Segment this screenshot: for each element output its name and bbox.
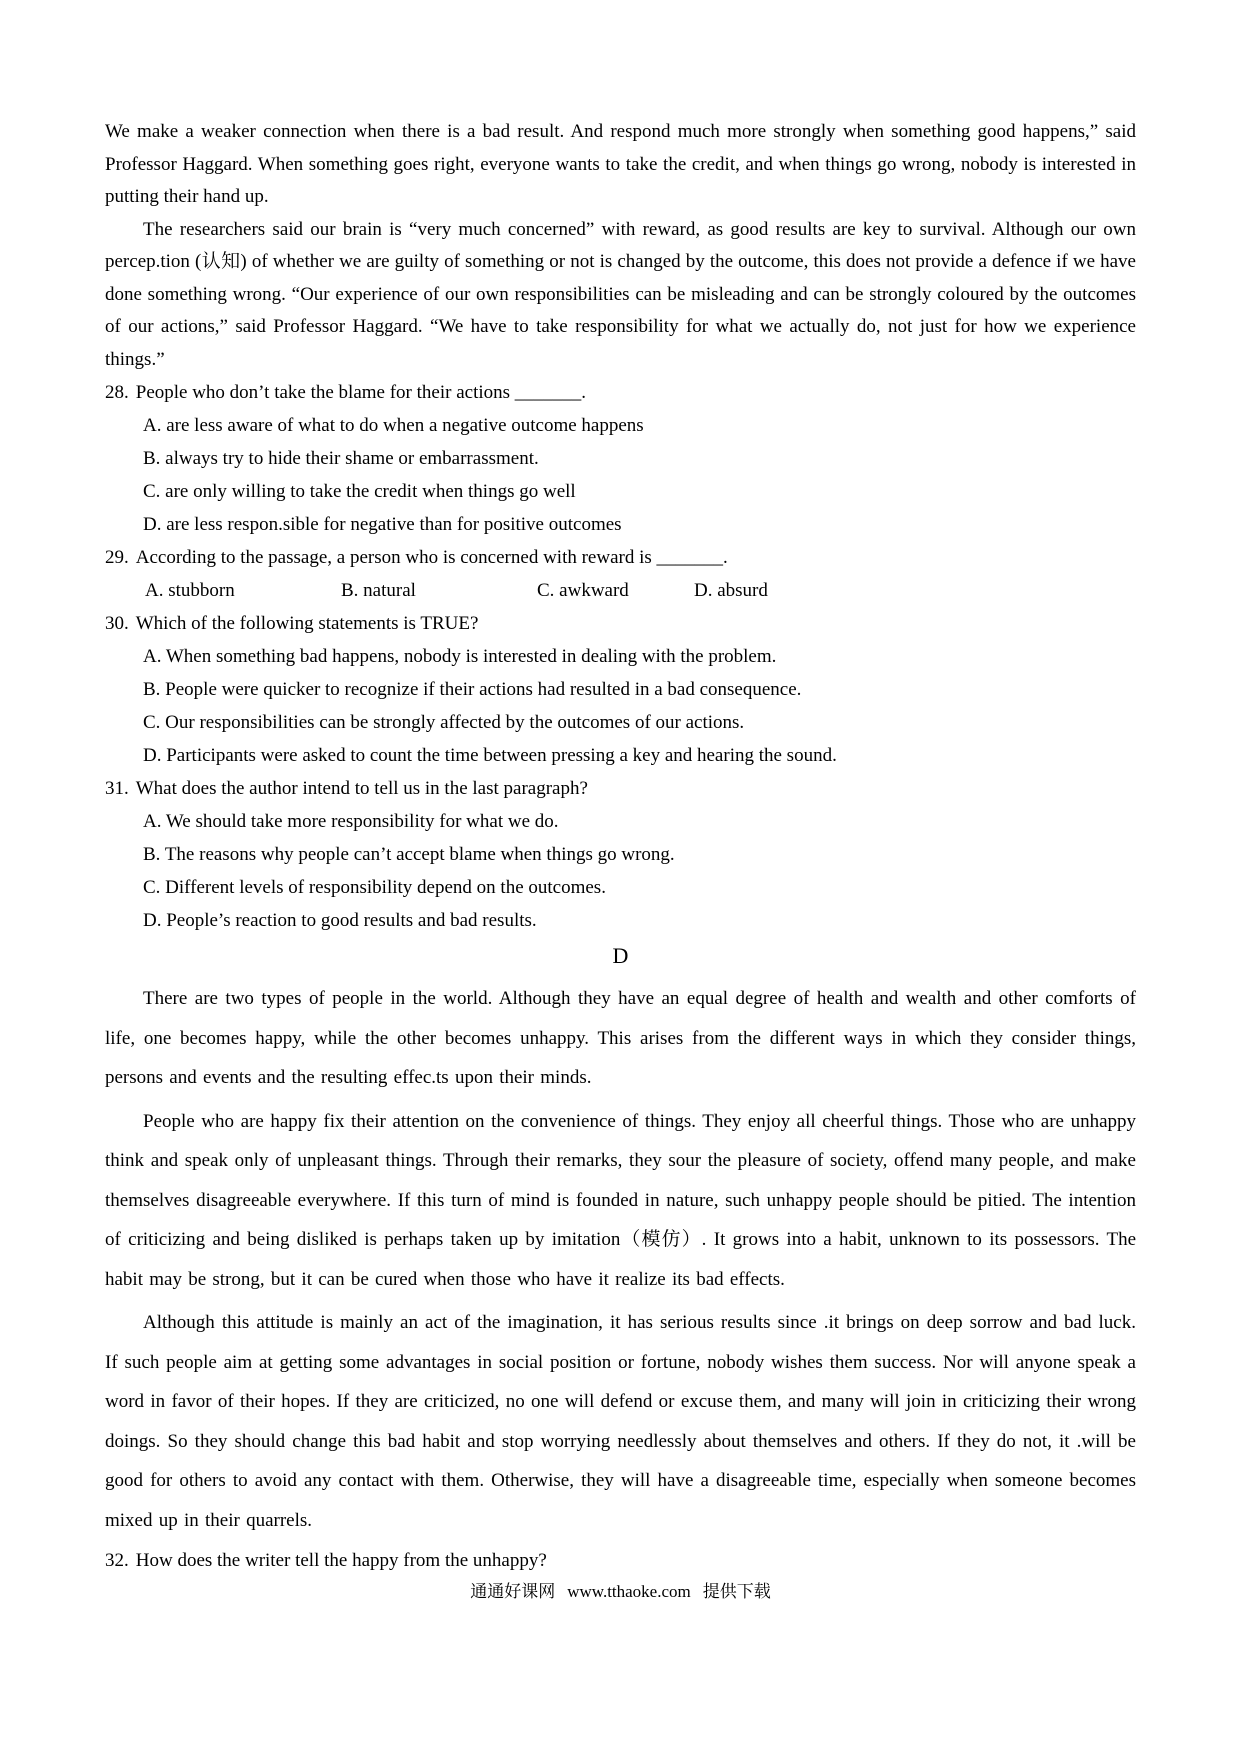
question-stem: Which of the following statements is TRUE? (135, 613, 479, 634)
question-stem: According to the passage, a person who is concerned with reward is _______. (135, 547, 728, 568)
question-29-stem-line (105, 541, 1136, 574)
passage-c-paragraph-1: We make a weaker connection when there is a bad result. And respond much more strongly when something good happens,” said Professor Haggard. When something goes right, everyone wants to take the credit, and when things go wrong, nobody is interested in putting their hand up. (105, 121, 1136, 207)
question-28-options (105, 409, 1136, 541)
option-b: B. The reasons why people can’t accept blame when things go wrong. (143, 844, 675, 865)
question-number: 31. (105, 778, 129, 799)
option-a: A. stubborn (145, 580, 235, 601)
option-c: C. awkward (537, 580, 629, 601)
question-number: 29. (105, 547, 129, 568)
question-29 (105, 541, 1136, 607)
option-a: A. We should take more responsibility for what we do. (143, 811, 559, 832)
question-29-options (105, 574, 1136, 607)
option-c: C. are only willing to take the credit when things go well (143, 481, 576, 502)
question-stem: What does the author intend to tell us in the last paragraph? (135, 778, 588, 799)
footer-site-url: www.tthaoke.com (567, 1582, 691, 1601)
option-c: C. Different levels of responsibility depend on the outcomes. (143, 877, 606, 898)
question-number: 28. (105, 382, 129, 403)
passage-d (105, 979, 1136, 1540)
footer-watermark (105, 1579, 1136, 1605)
question-28-stem-line (105, 376, 1136, 409)
footer-site-name: 通通好课网 (470, 1582, 556, 1601)
question-30 (105, 607, 1136, 772)
option-b: B. always try to hide their shame or embarrassment. (143, 448, 539, 469)
option-a: A. are less aware of what to do when a negative outcome happens (143, 415, 644, 436)
option-d: D. are less respon.sible for negative than for positive outcomes (143, 514, 622, 535)
passage-d-paragraph-3: Although this attitude is mainly an act of the imagination, it has serious results since .it brings on deep sorrow and bad luck. If such people aim at getting some advantages in social position or fortune, nobody wishes them success. Nor will anyone speak a word in favor of their hopes. If they are criticized, no one will defend or excuse them, and many will join in criticizing their wrong doings. So they should change this bad habit and stop worrying needlessly about themselves and others. If they do not, it .will be good for others to avoid any contact with them. Otherwise, they will have a disagreeable time, especially when someone becomes mixed up in their quarrels. (105, 1312, 1136, 1531)
question-30-options (105, 640, 1136, 772)
passage-d-paragraph-2: People who are happy fix their attention on the convenience of things. They enjoy all cheerful things. Those who are unhappy think and speak only of unpleasant things. Through their remarks, they sour the pleasure of society, offend many people, and make themselves disagreeable everywhere. If this turn of mind is founded in nature, such unhappy people should be pitied. The intention of criticizing and being disliked is perhaps taken up by imitation（模仿）. It grows into a habit, unknown to its possessors. The habit may be strong, but it can be cured when those who have it realize its bad effects. (105, 1110, 1136, 1290)
passage-c-paragraph-2: The researchers said our brain is “very much concerned” with reward, as good results are key to survival. Although our own percep.tion (认知) of whether we are guilty of something or not is changed by the outcome, this does not provide a defence if we have done something wrong. “Our experience of our own responsibilities can be misleading and can be strongly coloured by the outcomes of our actions,” said Professor Haggard. “We have to take responsibility for what we actually do, not just for how we experience things.” (105, 218, 1136, 370)
question-28 (105, 376, 1136, 541)
footer-suffix: 提供下载 (702, 1582, 771, 1601)
option-d: D. Participants were asked to count the time between pressing a key and hearing the sound. (143, 745, 837, 766)
passage-c (105, 116, 1136, 376)
option-d: D. absurd (694, 580, 768, 601)
option-a: A. When something bad happens, nobody is interested in dealing with the problem. (143, 646, 777, 667)
question-stem: People who don’t take the blame for their actions _______. (135, 382, 587, 403)
option-d: D. People’s reaction to good results and bad results. (143, 910, 537, 931)
option-c: C. Our responsibilities can be strongly affected by the outcomes of our actions. (143, 712, 745, 733)
question-number: 30. (105, 613, 129, 634)
question-number: 32. (105, 1550, 129, 1571)
question-31-stem-line (105, 772, 1136, 805)
question-31-options (105, 805, 1136, 937)
option-b: B. People were quicker to recognize if their actions had resulted in a bad consequence. (143, 679, 802, 700)
section-d-heading: D (612, 943, 629, 968)
passage-d-paragraph-1: There are two types of people in the world. Although they have an equal degree of health and wealth and other comforts of life, one becomes happy, while the other becomes unhappy. This arises from the different ways in which they consider things, persons and events and the resulting effec.ts upon their minds. (105, 988, 1136, 1088)
option-b: B. natural (341, 580, 416, 601)
question-32 (105, 1544, 1136, 1577)
question-stem: How does the writer tell the happy from the unhappy? (135, 1550, 547, 1571)
question-31 (105, 772, 1136, 937)
question-30-stem-line (105, 607, 1136, 640)
